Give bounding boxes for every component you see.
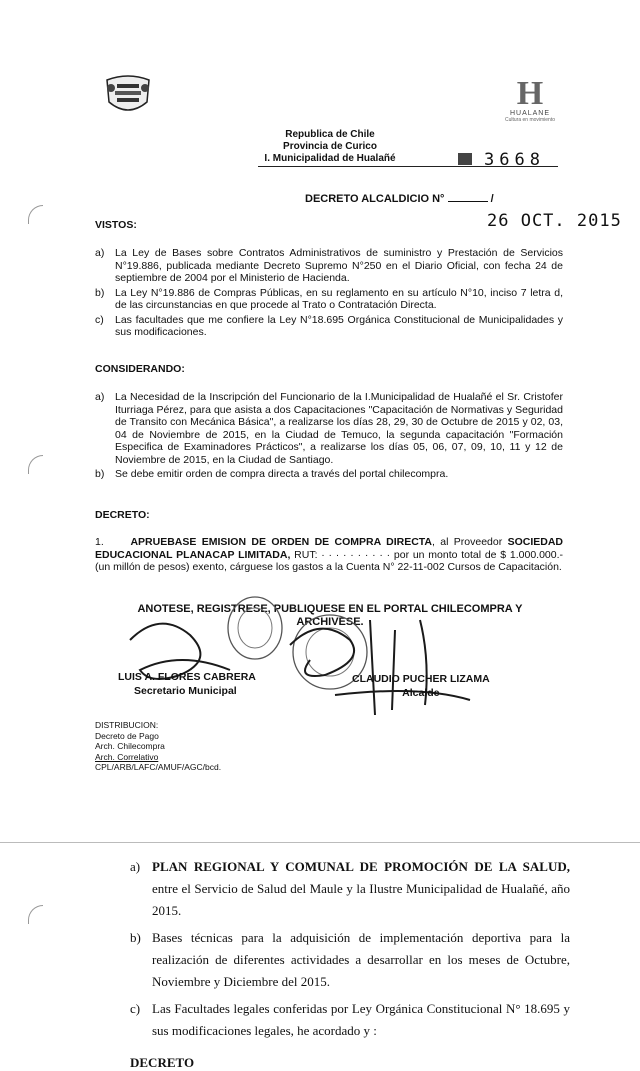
vistos-heading: VISTOS: xyxy=(95,219,137,231)
mayor-name: CLAUDIO PUCHER LIZAMA xyxy=(352,673,490,685)
distribution-initials: CPL/ARB/LAFC/AMUF/AGC/bcd. xyxy=(95,762,222,772)
list-item: a) PLAN REGIONAL Y COMUNAL DE PROMOCIÓN DE LA SALUD, entre el Servicio de Salud del Maule y la Ilustre Municipalidad de Hualañé, año 2015. xyxy=(130,859,570,918)
country-name: Republica de Chile xyxy=(285,129,375,140)
decree-slash: / xyxy=(490,193,494,205)
secretary-signature-block xyxy=(118,670,256,698)
punch-hole-mark xyxy=(28,205,43,224)
municipality-name: I. Municipalidad de Hualañé xyxy=(264,153,396,164)
supplier-name: SOCIEDAD EDUCACIONAL PLANACAP LIMITADA, xyxy=(95,536,563,561)
list-item: b) La Ley N°19.886 de Compras Públicas, en su reglamento en su artículo N°10, inciso 7 letra d, de las circunstancias en que procede al Trato o Contratación Directa. xyxy=(95,286,563,311)
page-fold-line xyxy=(0,842,640,843)
mayor-title: Alcalde xyxy=(402,687,440,699)
secretary-name: LUIS A. FLORES CABRERA xyxy=(118,671,256,683)
distribution-block: DISTRIBUCION: Decreto de Pago Arch. Chilecompra Arch. Correlativo CPL/ARB/LAFC/AMUF/AGC/bcd. xyxy=(95,720,222,772)
lower-page-list xyxy=(130,856,570,1047)
hualane-logo xyxy=(500,75,560,123)
decree-title xyxy=(305,193,494,205)
distribution-heading: DISTRIBUCION: xyxy=(95,720,159,730)
list-item: b) Se debe emitir orden de compra directa a través del portal chilecompra. xyxy=(95,468,449,480)
folio-number: 3668 xyxy=(484,150,545,170)
letterhead xyxy=(230,129,430,165)
decreto-lead: APRUEBASE EMISION DE ORDEN DE COMPRA DIRECTA xyxy=(130,536,432,548)
folio-stamp-box xyxy=(458,153,472,165)
list-item: a) La Necesidad de la Inscripción del Funcionario de la I.Municipalidad de Hualañé el Sr. Cristofer Iturriaga Pérez, para que asista a dos Capacitaciones "Capacitación de Normativas y Seguridad de Transito con Mecánica Básica", a realizarse los días 28, 29, 30 de Octubre de 2015 y 02, 03, 04 de Noviembre de 2015, en la Ciudad de Temuco, la segunda capacitación "Formación Especifica de Examinadores Prácticos", a realizarse los días 05, 06, 07, 09, 10, 11 y 12 de Noviembre de 2015, en la Ciudad de Santiago. xyxy=(95,391,563,466)
list-item: b) Bases técnicas para la adquisición de implementación deportiva para la realización de diferentes actividades a desarrollar en los meses de Octubre, Noviembre y Diciembre del 2015. xyxy=(130,930,570,989)
secretary-title: Secretario Municipal xyxy=(134,685,237,697)
handwritten-signatures xyxy=(120,600,540,730)
closing-formula: ANOTESE, REGISTRESE, PUBLIQUESE EN EL PORTAL CHILECOMPRA Y ARCHIVESE. xyxy=(137,603,523,628)
considerando-list xyxy=(95,391,563,483)
province-name: Provincia de Curico xyxy=(283,141,377,152)
logo-mark: H xyxy=(516,75,544,112)
list-item: a) La Ley de Bases sobre Contratos Administrativos de suministro y Prestación de Servicios N°19.886, publicada mediante Decreto Supremo N°250 en el Diario Oficial, con fecha 24 de septiembre de 2004 por el Ministerio de Hacienda. xyxy=(95,247,563,284)
list-item: c) Las facultades que me confiere la Ley N°18.695 Orgánica Constitucional de Municipalidades y sus modificaciones. xyxy=(95,313,563,338)
vistos-list xyxy=(95,247,563,341)
coat-of-arms-icon xyxy=(103,72,153,118)
list-item: c) Las Facultades legales conferidas por Ley Orgánica Constitucional N° 18.695 y sus modificaciones legales, he acordado y : xyxy=(130,1001,570,1038)
punch-hole-mark xyxy=(28,455,43,474)
decreto-body: 1. APRUEBASE EMISION DE ORDEN DE COMPRA DIRECTA, al Proveedor SOCIEDAD EDUCACIONAL PLANACAP LIMITADA, RUT: · · · · · · · · · · por un monto total de $ 1.000.000.- (un millón de pesos) exento, cárguese los gastos a la Cuenta N° 22-11-002 Cursos de Capacitación. xyxy=(95,536,564,573)
punch-hole-mark xyxy=(28,905,43,924)
considerando-heading: CONSIDERANDO: xyxy=(95,363,185,375)
mayor-signature-block xyxy=(352,672,490,700)
decreto-heading: DECRETO: xyxy=(95,509,150,521)
lower-decreto-heading: DECRETO xyxy=(130,1055,195,1070)
decree-title-text: DECRETO ALCALDICIO N° xyxy=(305,193,445,205)
logo-tagline: Cultura en movimiento xyxy=(504,117,556,123)
logo-name: HUALANE xyxy=(509,110,551,117)
date-stamp: 26 OCT. 2015 xyxy=(487,211,622,231)
